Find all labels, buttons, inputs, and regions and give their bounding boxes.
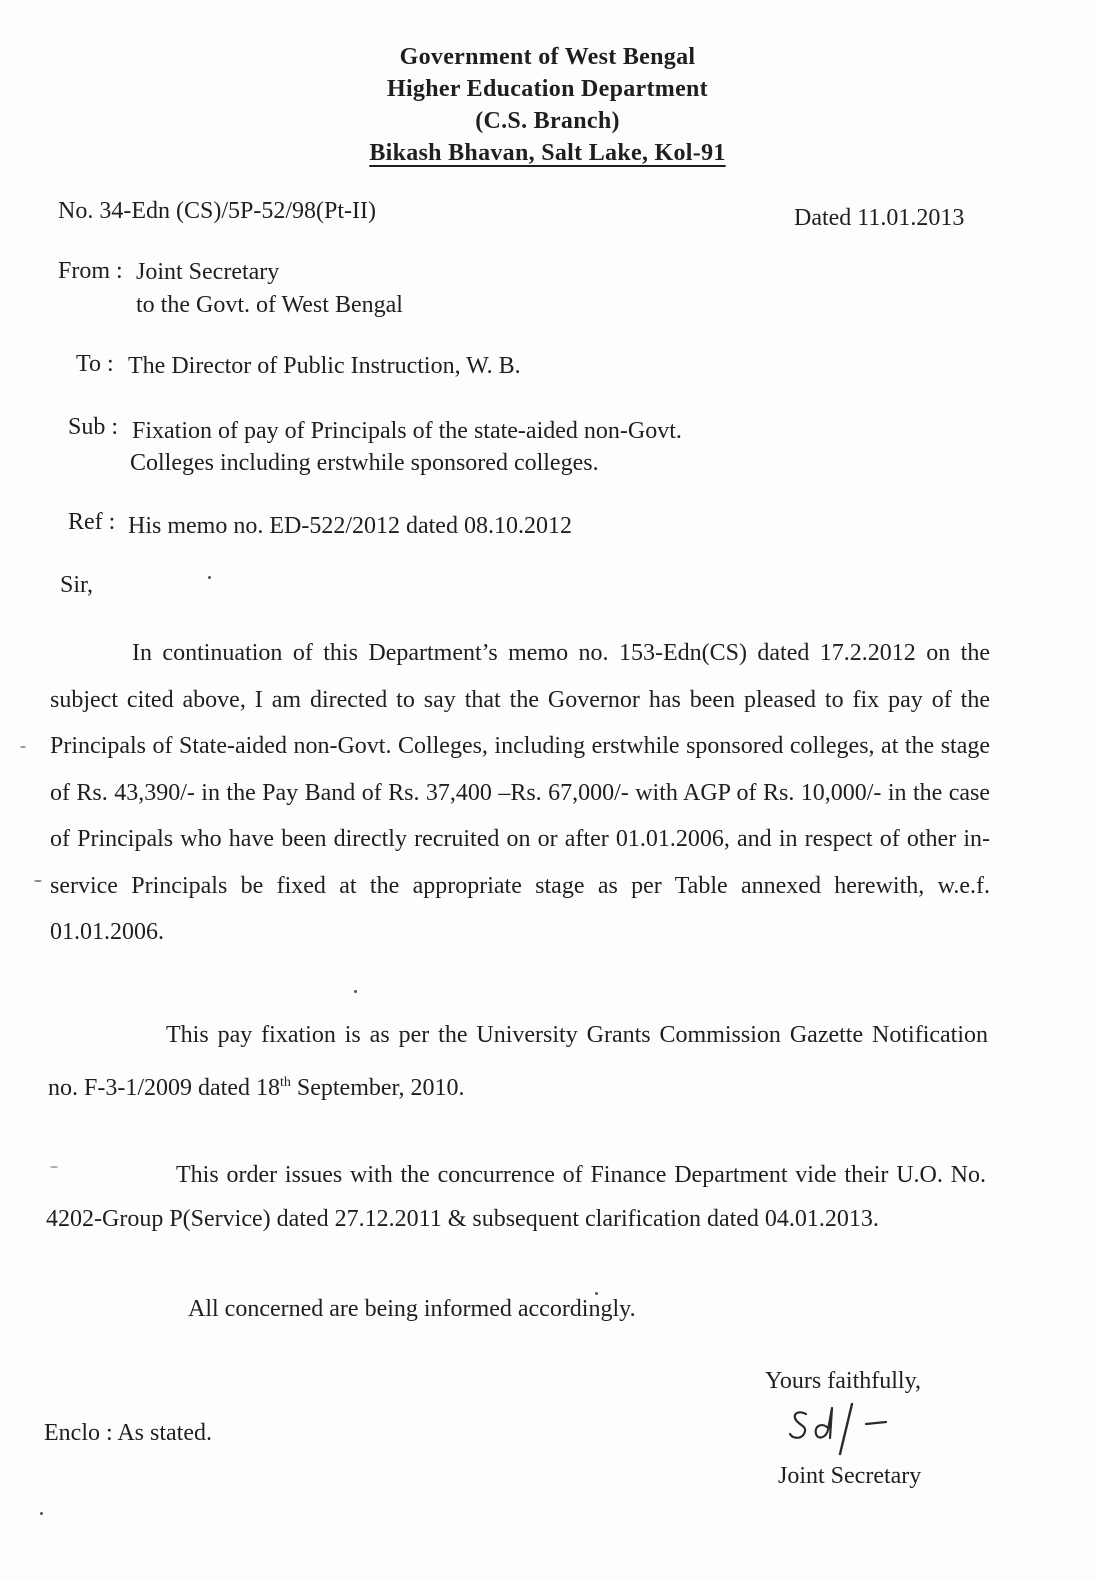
valediction: Yours faithfully, xyxy=(765,1368,922,1394)
salutation: Sir, xyxy=(60,572,94,598)
reference-value: His memo no. ED-522/2012 dated 08.10.2012 xyxy=(128,513,572,539)
scan-speck xyxy=(595,1292,598,1295)
header-address xyxy=(0,140,1095,167)
header-branch: (C.S. Branch) xyxy=(475,108,620,134)
designation: Joint Secretary xyxy=(778,1463,922,1489)
paragraph-concurrence xyxy=(46,1153,986,1241)
to-label: To : xyxy=(76,351,114,377)
paragraph-informed: All concerned are being informed accordingly. xyxy=(188,1296,636,1322)
paragraph-main-text: In continuation of this Department’s memo no. 153-Edn(CS) dated 17.2.2012 on the subject cited above, I am directed to say that the Governor has been pleased to fix pay of the Principals of State-aided non-Govt. Colleges, including erstwhile sponsored colleges, at the stage of Rs. 43,390/- in the Pay Band of Rs. 37,400 –Rs. 67,000/- with AGP of Rs. 10,000/- in the case of Principals who have been directly recruited on or after 01.01.2006, and in respect of other in- service Principals be fixed at the appropriate stage as per Table annexed herewith, w.e.f. 01.01.2006. xyxy=(50,640,990,945)
paragraph-gazette xyxy=(48,1012,988,1112)
scan-speck xyxy=(20,746,26,748)
scan-speck xyxy=(34,880,42,882)
from-line-2: to the Govt. of West Bengal xyxy=(136,292,403,318)
subject-line-1: Fixation of pay of Principals of the state-aided non-Govt. xyxy=(132,418,682,444)
signature-sdl xyxy=(786,1398,906,1460)
to-recipient: The Director of Public Instruction, W. B. xyxy=(128,353,521,379)
scan-speck xyxy=(208,576,211,579)
memo-number: No. 34-Edn (CS)/5P-52/98(Pt-II) xyxy=(58,198,376,224)
subject-line-2: Colleges including erstwhile sponsored colleges. xyxy=(130,450,599,476)
header-government: Government of West Bengal xyxy=(399,44,696,70)
memo-date: Dated 11.01.2013 xyxy=(794,205,965,231)
scan-speck xyxy=(40,1512,43,1515)
paragraph-gazette-ordinal: th xyxy=(279,1075,291,1090)
from-label: From : xyxy=(58,258,123,284)
reference-label: Ref : xyxy=(68,509,116,535)
paragraph-concurrence-text: This order issues with the concurrence of Finance Department vide their U.O. No. 4202-Group P(Service) dated 27.12.2011 & subsequent clarification dated 04.01.2013. xyxy=(46,1162,986,1232)
header-address-text: Bikash Bhavan, Salt Lake, Kol-91 xyxy=(369,140,726,166)
paragraph-gazette-text-b: September, 2010. xyxy=(290,1075,465,1101)
scan-speck xyxy=(50,1166,58,1168)
scan-speck xyxy=(354,990,357,993)
from-line-1: Joint Secretary xyxy=(136,259,280,285)
subject-label: Sub : xyxy=(68,414,119,440)
enclosure: Enclo : As stated. xyxy=(44,1420,212,1446)
paragraph-main xyxy=(50,630,990,956)
paragraph-gazette-text-a: This pay fixation is as per the University Grants Commission Gazette Notification no. F-3-1/2009 dated 18 xyxy=(48,1022,988,1101)
header-department: Higher Education Department xyxy=(387,76,708,102)
